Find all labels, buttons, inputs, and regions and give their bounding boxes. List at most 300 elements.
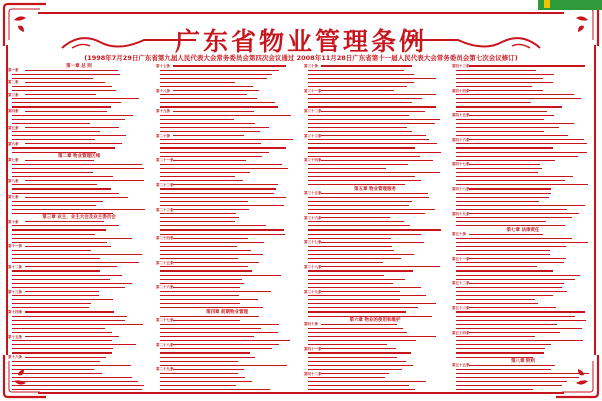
text-line xyxy=(456,176,573,177)
text-line xyxy=(308,172,440,173)
text-line xyxy=(308,275,384,276)
text-line xyxy=(308,250,394,251)
text-line xyxy=(308,369,402,370)
text-line xyxy=(12,176,113,177)
article-label: 第二十条 xyxy=(156,133,170,138)
text-line xyxy=(308,78,436,79)
text-line xyxy=(308,127,407,128)
text-line xyxy=(321,373,389,374)
text-line xyxy=(308,119,440,120)
text-line xyxy=(160,82,235,83)
text-line xyxy=(160,242,264,243)
text-line xyxy=(12,307,89,308)
text-line xyxy=(308,184,405,185)
text-line xyxy=(456,119,544,120)
article-label: 第三十三条 xyxy=(304,133,322,138)
text-line xyxy=(469,115,554,116)
text-line xyxy=(160,299,258,300)
text-line xyxy=(160,131,260,132)
article-label: 第二十八条 xyxy=(156,342,174,347)
text-line xyxy=(308,225,410,226)
text-line xyxy=(469,307,556,308)
text-line xyxy=(12,139,95,140)
article-label: 第三十条 xyxy=(304,64,318,68)
text-line xyxy=(173,369,244,370)
text-line xyxy=(456,209,567,210)
text-line xyxy=(308,340,416,341)
text-line xyxy=(12,131,100,132)
text-line xyxy=(456,184,588,185)
article-label: 第三十四条 xyxy=(304,158,322,163)
text-line xyxy=(25,246,111,247)
text-line xyxy=(173,320,240,321)
text-line xyxy=(12,78,93,79)
text-line xyxy=(308,270,413,271)
text-line xyxy=(456,217,572,218)
text-line xyxy=(456,250,550,251)
text-line xyxy=(12,262,139,263)
text-line xyxy=(321,135,426,136)
text-line xyxy=(25,197,128,198)
text-line xyxy=(160,217,239,218)
text-line xyxy=(308,209,435,210)
text-line xyxy=(308,279,405,280)
text-line xyxy=(12,119,125,120)
text-line xyxy=(456,160,555,161)
text-line xyxy=(321,217,390,218)
text-line xyxy=(456,221,546,222)
text-line xyxy=(456,78,543,79)
text-line xyxy=(160,266,248,267)
text-line xyxy=(25,160,94,161)
text-line xyxy=(456,147,553,148)
text-line xyxy=(456,381,567,382)
text-line xyxy=(469,365,555,366)
article-label: 第二十四条 xyxy=(156,236,174,241)
text-line xyxy=(160,201,248,202)
text-line xyxy=(469,283,564,284)
text-line xyxy=(456,70,536,71)
text-line xyxy=(160,106,278,107)
text-line xyxy=(308,234,421,235)
text-line xyxy=(469,258,566,259)
text-line xyxy=(456,135,568,136)
article-label: 第十七条 xyxy=(156,64,170,68)
text-line xyxy=(308,262,383,263)
article-label: 第五条 xyxy=(8,125,19,130)
article-label: 第四十二条 xyxy=(304,371,322,376)
text-line xyxy=(173,262,259,263)
text-line xyxy=(173,111,254,112)
text-line xyxy=(160,270,252,271)
text-line xyxy=(12,369,94,370)
text-line xyxy=(25,336,119,337)
article-label: 第十八条 xyxy=(156,88,170,93)
text-line xyxy=(12,225,119,226)
chapter-heading: 第八章 附则 xyxy=(510,358,536,364)
text-line xyxy=(308,205,409,206)
text-line xyxy=(456,316,575,317)
text-line xyxy=(308,102,412,103)
text-line xyxy=(12,115,133,116)
text-line xyxy=(12,86,112,87)
text-line xyxy=(456,74,554,75)
regulation-body xyxy=(8,64,594,394)
text-line xyxy=(12,250,91,251)
article-label: 第一条 xyxy=(8,68,19,73)
text-line xyxy=(321,111,425,112)
chapter-heading: 第四章 前期物业管理 xyxy=(205,309,249,315)
text-line xyxy=(160,295,239,296)
text-line xyxy=(308,176,415,177)
text-line xyxy=(308,336,436,337)
text-line xyxy=(456,168,542,169)
text-line xyxy=(160,197,286,198)
text-line xyxy=(308,180,421,181)
text-line xyxy=(160,275,281,276)
text-line xyxy=(160,172,250,173)
text-line xyxy=(160,74,272,75)
text-line xyxy=(456,156,578,157)
text-line xyxy=(160,193,274,194)
text-line xyxy=(160,205,284,206)
text-line xyxy=(12,98,139,99)
text-line xyxy=(308,357,397,358)
text-line xyxy=(160,254,263,255)
article-label: 第十二条 xyxy=(8,264,22,269)
text-line xyxy=(308,106,436,107)
text-line xyxy=(456,205,585,206)
text-line xyxy=(456,242,588,243)
text-line xyxy=(308,229,441,230)
text-line xyxy=(160,340,290,341)
article-label: 第二十六条 xyxy=(156,285,174,290)
text-line xyxy=(308,152,441,153)
text-line xyxy=(456,82,553,83)
text-line xyxy=(12,172,93,173)
text-line xyxy=(173,209,249,210)
text-line xyxy=(456,295,553,296)
text-line xyxy=(456,131,544,132)
text-line xyxy=(308,328,403,329)
article-label: 第三十六条 xyxy=(304,215,322,220)
text-line xyxy=(173,135,244,136)
text-line xyxy=(160,139,293,140)
article-label: 第三十七条 xyxy=(304,240,322,245)
text-line xyxy=(160,234,285,235)
chapter-heading: 第七章 法律责任 xyxy=(506,227,540,233)
text-line xyxy=(308,385,409,386)
text-line xyxy=(160,176,235,177)
text-line xyxy=(12,201,103,202)
text-line xyxy=(469,234,543,235)
text-line xyxy=(25,357,106,358)
text-line xyxy=(308,295,426,296)
text-line xyxy=(456,123,574,124)
article-label: 第四十八条 xyxy=(452,187,470,191)
text-line xyxy=(12,229,106,230)
text-line xyxy=(308,143,437,144)
text-line xyxy=(308,131,412,132)
text-line xyxy=(456,377,579,378)
text-line xyxy=(160,361,238,362)
text-line xyxy=(12,270,100,271)
text-line xyxy=(25,94,96,95)
text-line xyxy=(456,254,550,255)
text-line xyxy=(456,291,567,292)
text-line xyxy=(456,287,562,288)
text-line xyxy=(160,86,253,87)
text-line xyxy=(456,225,565,226)
text-line xyxy=(456,369,551,370)
text-line xyxy=(160,119,234,120)
text-line xyxy=(469,139,584,140)
article-label: 第四十条 xyxy=(304,322,318,327)
text-line xyxy=(160,246,237,247)
text-line xyxy=(456,328,582,329)
text-line xyxy=(308,381,426,382)
article-label: 第四十七条 xyxy=(452,162,470,167)
text-line xyxy=(160,94,247,95)
text-line xyxy=(456,197,549,198)
text-line xyxy=(308,283,393,284)
text-line xyxy=(456,336,535,337)
text-line xyxy=(456,238,572,239)
text-line xyxy=(12,152,96,153)
text-line xyxy=(308,299,400,300)
text-line xyxy=(456,266,537,267)
text-line xyxy=(160,381,252,382)
text-line xyxy=(12,320,125,321)
text-line xyxy=(160,352,250,353)
text-line xyxy=(308,246,392,247)
text-line xyxy=(308,389,415,390)
text-line xyxy=(12,213,113,214)
text-line xyxy=(469,90,543,91)
article-label: 第四十三条 xyxy=(452,64,470,68)
text-line xyxy=(12,184,97,185)
text-line xyxy=(456,262,564,263)
article-label: 第三条 xyxy=(8,92,19,97)
text-line xyxy=(25,111,107,112)
text-line xyxy=(12,135,126,136)
text-line xyxy=(456,86,532,87)
text-line xyxy=(173,184,278,185)
text-line xyxy=(308,365,413,366)
text-column-4 xyxy=(452,64,594,394)
article-label: 第二十五条 xyxy=(156,260,174,265)
text-line xyxy=(308,115,409,116)
chapter-heading: 第五章 物业管理服务 xyxy=(353,186,397,192)
article-label: 第二十二条 xyxy=(156,182,174,187)
text-line xyxy=(308,168,386,169)
text-column-1 xyxy=(8,64,150,394)
text-line xyxy=(160,332,278,333)
text-line xyxy=(456,324,557,325)
text-line xyxy=(469,332,560,333)
text-line xyxy=(308,70,404,71)
text-line xyxy=(456,311,585,312)
text-line xyxy=(321,324,397,325)
text-line xyxy=(25,143,122,144)
text-line xyxy=(160,102,275,103)
text-line xyxy=(12,381,138,382)
text-line xyxy=(12,242,107,243)
text-line xyxy=(308,352,411,353)
text-line xyxy=(456,340,583,341)
text-line xyxy=(160,336,254,337)
text-line xyxy=(160,188,276,189)
text-line xyxy=(456,344,551,345)
text-line xyxy=(308,156,420,157)
text-column-2 xyxy=(156,64,298,394)
text-line xyxy=(160,70,279,71)
text-line xyxy=(321,90,394,91)
text-line xyxy=(456,106,562,107)
text-line xyxy=(456,389,533,390)
chapter-heading: 第三章 业主、业主大会及业主委员会 xyxy=(42,215,116,221)
text-line xyxy=(173,238,248,239)
text-line xyxy=(25,266,117,267)
article-label: 第三十九条 xyxy=(304,289,322,294)
article-label: 第六条 xyxy=(8,141,19,146)
text-line xyxy=(12,328,105,329)
text-line xyxy=(160,283,244,284)
text-line xyxy=(308,213,425,214)
text-line xyxy=(321,242,424,243)
text-line xyxy=(456,201,539,202)
text-line xyxy=(160,180,243,181)
text-line xyxy=(173,160,246,161)
text-line xyxy=(12,238,132,239)
text-line xyxy=(173,90,259,91)
text-line xyxy=(12,188,111,189)
text-line xyxy=(160,127,269,128)
article-label: 第七条 xyxy=(8,158,19,163)
text-line xyxy=(160,389,270,390)
text-line xyxy=(160,303,240,304)
text-line xyxy=(160,291,271,292)
text-line xyxy=(160,373,238,374)
text-line xyxy=(456,270,553,271)
text-line xyxy=(308,74,414,75)
article-label: 第三十八条 xyxy=(304,264,322,269)
text-line xyxy=(308,86,407,87)
text-line xyxy=(456,320,586,321)
text-line xyxy=(308,123,435,124)
text-line xyxy=(12,209,145,210)
text-line xyxy=(321,65,412,66)
article-label: 第十六条 xyxy=(8,355,22,360)
text-line xyxy=(12,299,113,300)
text-line xyxy=(308,303,436,304)
text-line xyxy=(12,279,110,280)
text-line xyxy=(160,147,286,148)
text-line xyxy=(12,90,116,91)
text-line xyxy=(308,201,412,202)
text-line xyxy=(25,291,99,292)
text-line xyxy=(12,258,100,259)
text-line xyxy=(321,160,433,161)
text-line xyxy=(12,164,142,165)
text-line xyxy=(469,164,540,165)
text-line xyxy=(321,193,428,194)
text-line xyxy=(12,385,144,386)
watermark-icon xyxy=(544,0,550,8)
text-line xyxy=(12,168,144,169)
article-label: 第五十二条 xyxy=(452,281,470,286)
article-label: 第二条 xyxy=(8,80,19,85)
text-line xyxy=(308,307,418,308)
text-line xyxy=(25,70,118,71)
article-label: 第二十七条 xyxy=(156,318,174,323)
text-line xyxy=(469,65,585,66)
text-line xyxy=(160,164,282,165)
text-line xyxy=(12,287,125,288)
text-line xyxy=(12,193,119,194)
article-label: 第十条 xyxy=(8,219,19,224)
article-label: 第十四条 xyxy=(8,310,22,314)
page-subtitle: (1998年7月29日广东省第九届人民代表大会常务委员会第四次会议通过 2008年11月28日广东省第十一届人民代表大会常务委员会第七次会议修订) xyxy=(84,54,518,62)
text-line xyxy=(25,311,114,312)
text-line xyxy=(160,123,255,124)
text-line xyxy=(160,348,272,349)
article-label: 第九条 xyxy=(8,195,19,200)
text-line xyxy=(160,377,245,378)
text-line xyxy=(12,106,111,107)
text-line xyxy=(308,254,414,255)
text-line xyxy=(160,156,262,157)
text-line xyxy=(308,147,415,148)
text-line xyxy=(12,275,122,276)
text-line xyxy=(25,127,119,128)
text-line xyxy=(12,254,142,255)
text-line xyxy=(456,98,581,99)
text-line xyxy=(469,188,551,189)
text-line xyxy=(160,279,242,280)
text-column-3 xyxy=(304,64,446,394)
text-line xyxy=(12,303,91,304)
text-line xyxy=(12,74,120,75)
article-label: 第二十一条 xyxy=(156,158,174,163)
text-line xyxy=(12,352,112,353)
text-line xyxy=(308,139,429,140)
text-line xyxy=(456,246,566,247)
article-label: 第十三条 xyxy=(8,289,22,294)
text-line xyxy=(12,205,96,206)
text-line xyxy=(160,250,251,251)
text-line xyxy=(25,221,104,222)
text-line xyxy=(308,311,406,312)
text-line xyxy=(12,123,90,124)
text-line xyxy=(456,172,538,173)
frame-top-line xyxy=(38,12,564,14)
text-line xyxy=(160,221,235,222)
text-line xyxy=(12,295,99,296)
article-label: 第八条 xyxy=(8,178,19,183)
text-line xyxy=(160,115,291,116)
chapter-heading: 第二章 物业管理区域 xyxy=(57,153,101,159)
article-label: 第五十一条 xyxy=(452,256,470,261)
text-line xyxy=(25,82,105,83)
text-line xyxy=(308,164,408,165)
text-line xyxy=(321,348,396,349)
text-line xyxy=(308,287,421,288)
text-line xyxy=(12,373,102,374)
article-label: 第五十五条 xyxy=(452,363,470,368)
text-line xyxy=(456,299,535,300)
article-label: 第四十四条 xyxy=(452,88,470,93)
